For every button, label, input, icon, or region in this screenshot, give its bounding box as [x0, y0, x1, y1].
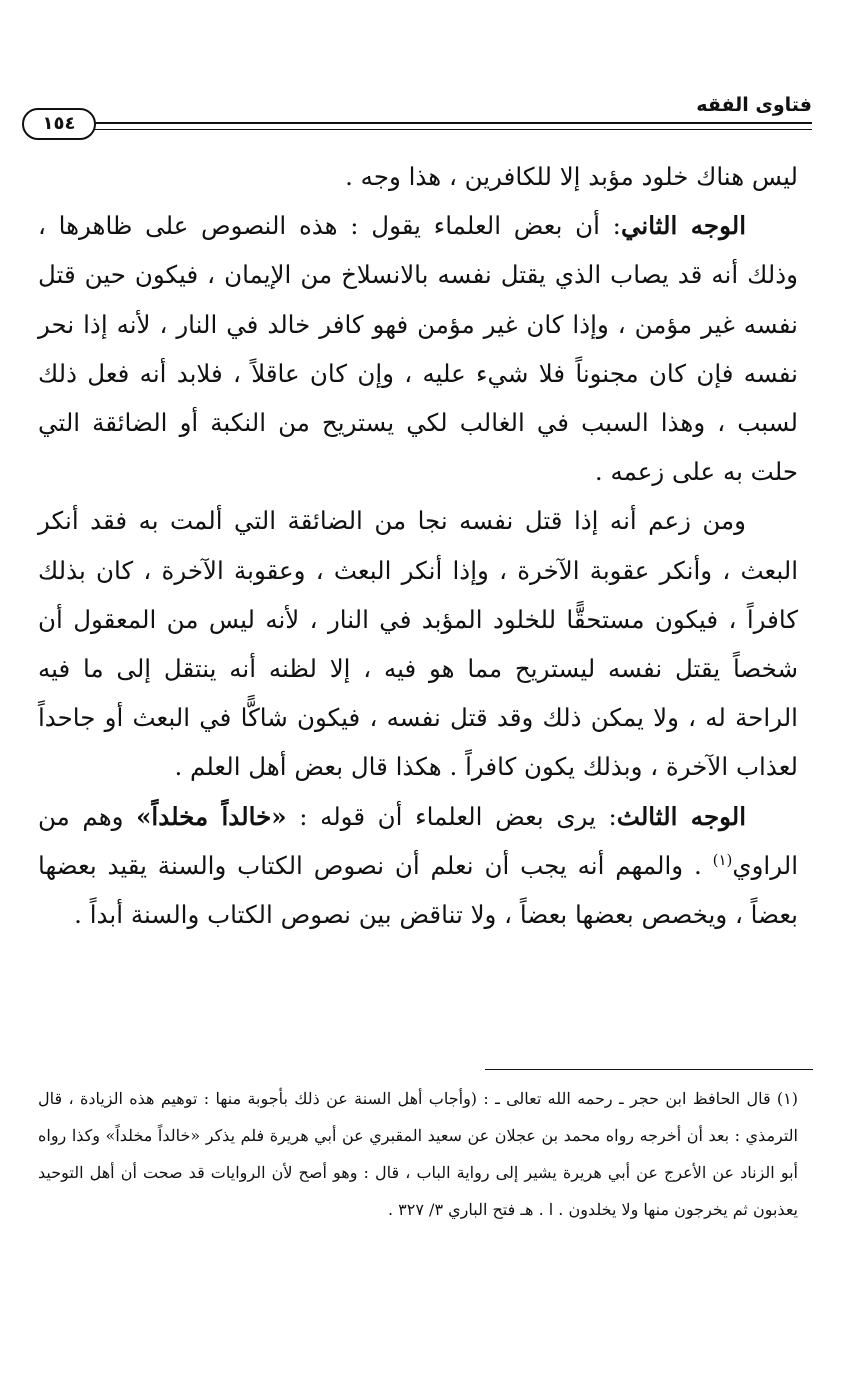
paragraph-1: ليس هناك خلود مؤبد إلا للكافرين ، هذا وجه . [345, 162, 798, 191]
footnote [38, 1080, 798, 1228]
paragraph-3: ومن زعم أنه إذا قتل نفسه نجا من الضائقة التي ألمت به فقد أنكر البعث ، وأنكر عقوبة الآخرة ، وإذا أنكر البعث ، وعقوبة الآخرة ، كان بذلك كافراً ، فيكون مستحقًّا للخلود المؤبد في النار ، لأنه ليس من المعقول أن شخصاً يقتل نفسه ليستريح مما هو فيه ، إلا لظنه أنه ينتقل إلى ما فيه الراحة له ، ولا يمكن ذلك وقد قتل نفسه ، فيكون شاكًّا في البعث أو جاحداً لعذاب الآخرة ، وبذلك يكون كافراً . هكذا قال بعض أهل العلم . [38, 506, 798, 782]
footnote-reference[interactable]: (١) [712, 850, 733, 869]
page-header [22, 94, 812, 142]
paragraph-4-text-b: وهم من الراوي [38, 801, 798, 880]
paragraph-4-text-c: . والمهم أنه يجب أن نعلم أن نصوص الكتاب والسنة يقيد بعضها بعضاً ، ويخصص بعضها بعضاً ، ولا تناقض بين نصوص الكتاب والسنة أبداً . [38, 850, 798, 930]
paragraph-2 [38, 201, 798, 496]
paragraph-4 [38, 792, 798, 940]
header-rule [94, 122, 812, 130]
page-number: ١٥٤ [22, 108, 96, 140]
footnote-text: (١) قال الحافظ ابن حجر ـ رحمه الله تعالى ـ : (وأجاب أهل السنة عن ذلك بأجوبة منها : توهيم هذه الزيادة ، قال الترمذي : بعد أن أخرجه رواه محمد بن عجلان عن سعيد المقبري عن أبي هريرة فلم يذكر «خالداً مخلداً» وكذا رواه أبو الزناد عن الأعرج عن أبي هريرة يشير إلى رواية الباب ، قال : وهو أصح لأن الروايات قد صحت أن أهل التوحيد يعذبون ثم يخرجون منها ولا يخلدون . ا . هـ فتح الباري ٣/ ٣٢٧ . [38, 1089, 799, 1219]
running-title: فتاوى الفقه [696, 94, 812, 116]
paragraph-2-heading: الوجه الثاني [620, 211, 747, 241]
paragraph-4-quote: «خالداً مخلداً» [136, 801, 287, 831]
paragraph-2-text: : أن بعض العلماء يقول : هذه النصوص على ظاهرها ، وذلك أنه قد يصاب الذي يقتل نفسه بالانسلاخ من الإيمان ، فيكون حين قتل نفسه غير مؤمن ، وإذا كان غير مؤمن فهو كافر خالد في النار ، لأنه إذا نحر نفسه فإن كان مجنوناً فلا شيء عليه ، وإن كان عاقلاً ، فلابد أنه فعل ذلك لسبب ، وهذا السبب في الغالب لكي يستريح من النكبة أو الضائقة التي حلت به على زعمه . [38, 211, 798, 487]
footnote-rule [485, 1069, 813, 1070]
paragraph-4-heading: الوجه الثالث [616, 801, 747, 831]
body-text [38, 152, 798, 939]
paragraph-4-text-a: : يرى بعض العلماء أن قوله : [286, 801, 617, 831]
